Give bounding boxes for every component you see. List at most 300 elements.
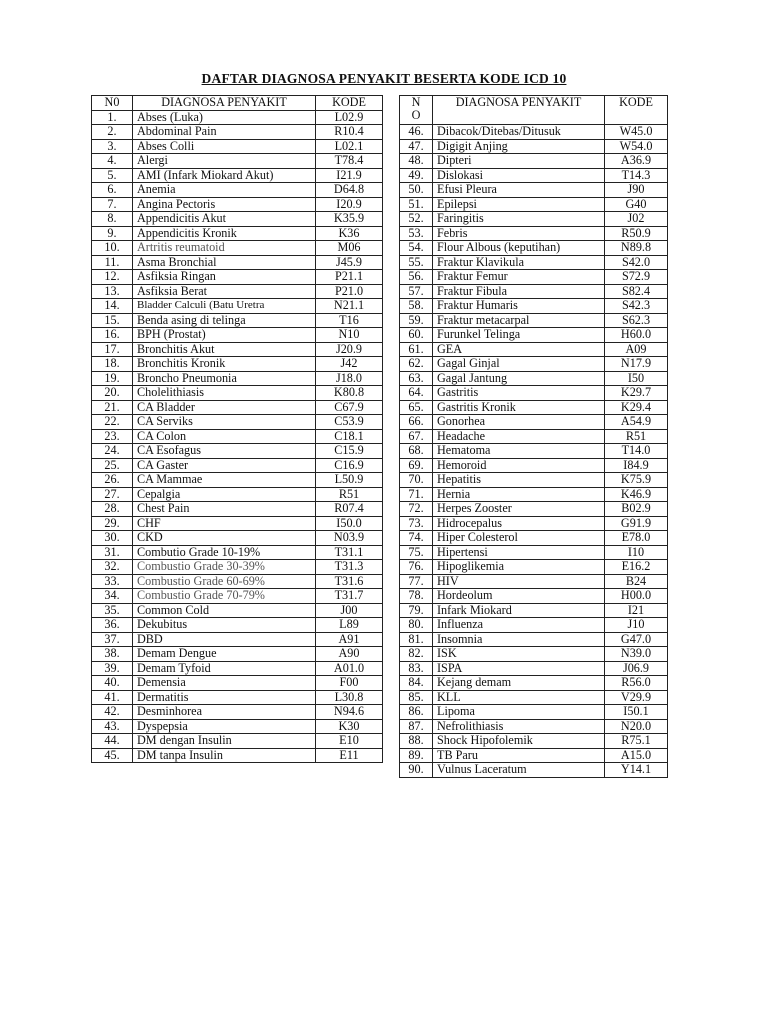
row-kode: S82.4: [605, 284, 668, 299]
row-number: 74.: [400, 531, 433, 546]
row-diagnosis: HIV: [433, 574, 605, 589]
row-diagnosis: Fraktur metacarpal: [433, 313, 605, 328]
row-kode: S42.0: [605, 255, 668, 270]
row-kode: P21.0: [316, 284, 383, 299]
row-number: 85.: [400, 690, 433, 705]
row-diagnosis: ISPA: [433, 661, 605, 676]
row-diagnosis: Faringitis: [433, 212, 605, 227]
row-diagnosis: Combustio Grade 30-39%: [133, 560, 316, 575]
header-diagnosa: DIAGNOSA PENYAKIT: [133, 96, 316, 111]
table-row: [92, 429, 383, 444]
row-number: 73.: [400, 516, 433, 531]
row-diagnosis: Nefrolithiasis: [433, 719, 605, 734]
row-diagnosis: Efusi Pleura: [433, 183, 605, 198]
row-kode: F00: [316, 676, 383, 691]
row-number: 10.: [92, 241, 133, 256]
row-diagnosis: Fraktur Fibula: [433, 284, 605, 299]
row-kode: K36: [316, 226, 383, 241]
table-row: [92, 676, 383, 691]
row-diagnosis: ISK: [433, 647, 605, 662]
row-number: 42.: [92, 705, 133, 720]
row-number: 52.: [400, 212, 433, 227]
row-kode: I20.9: [316, 197, 383, 212]
row-number: 40.: [92, 676, 133, 691]
row-diagnosis: Artritis reumatoid: [133, 241, 316, 256]
row-diagnosis: Alergi: [133, 154, 316, 169]
row-kode: N10: [316, 328, 383, 343]
row-diagnosis: Gagal Ginjal: [433, 357, 605, 372]
row-kode: N21.1: [316, 299, 383, 314]
row-kode: T31.3: [316, 560, 383, 575]
header-no: N0: [92, 96, 133, 111]
table-row: [92, 487, 383, 502]
row-diagnosis: DM tanpa Insulin: [133, 748, 316, 763]
row-number: 38.: [92, 647, 133, 662]
table-row: [92, 415, 383, 430]
row-diagnosis: TB Paru: [433, 748, 605, 763]
row-diagnosis: Bronchitis Akut: [133, 342, 316, 357]
row-kode: T31.1: [316, 545, 383, 560]
row-diagnosis: CA Colon: [133, 429, 316, 444]
row-number: 78.: [400, 589, 433, 604]
row-kode: T78.4: [316, 154, 383, 169]
row-diagnosis: CA Esofagus: [133, 444, 316, 459]
table-row: [92, 574, 383, 589]
row-kode: K29.4: [605, 400, 668, 415]
table-row: [400, 618, 668, 633]
row-kode: A90: [316, 647, 383, 662]
row-kode: K46.9: [605, 487, 668, 502]
row-number: 1.: [92, 110, 133, 125]
row-number: 53.: [400, 226, 433, 241]
table-row: [92, 139, 383, 154]
row-diagnosis: Dyspepsia: [133, 719, 316, 734]
row-kode: E10: [316, 734, 383, 749]
table-row: [400, 545, 668, 560]
row-diagnosis: Bronchitis Kronik: [133, 357, 316, 372]
table-row: [400, 560, 668, 575]
table-row: [400, 313, 668, 328]
row-diagnosis: Gagal Jantung: [433, 371, 605, 386]
row-kode: N03.9: [316, 531, 383, 546]
table-row: [92, 458, 383, 473]
table-row: [92, 357, 383, 372]
table-row: [92, 386, 383, 401]
row-number: 54.: [400, 241, 433, 256]
row-diagnosis: Asma Bronchial: [133, 255, 316, 270]
row-diagnosis: CA Bladder: [133, 400, 316, 415]
row-kode: T16: [316, 313, 383, 328]
table-row: [400, 473, 668, 488]
row-number: 83.: [400, 661, 433, 676]
row-diagnosis: Flour Albous (keputihan): [433, 241, 605, 256]
row-number: 9.: [92, 226, 133, 241]
table-header-row: [400, 96, 668, 125]
row-number: 37.: [92, 632, 133, 647]
row-kode: A91: [316, 632, 383, 647]
table-row: [400, 357, 668, 372]
diagnosis-table-left: [91, 95, 383, 763]
row-diagnosis: CKD: [133, 531, 316, 546]
row-number: 28.: [92, 502, 133, 517]
row-kode: S42.3: [605, 299, 668, 314]
row-diagnosis: Anemia: [133, 183, 316, 198]
row-number: 55.: [400, 255, 433, 270]
row-number: 90.: [400, 763, 433, 778]
row-kode: K35.9: [316, 212, 383, 227]
row-kode: K30: [316, 719, 383, 734]
header-no-text: N O: [411, 95, 421, 122]
row-number: 45.: [92, 748, 133, 763]
table-row: [92, 255, 383, 270]
row-number: 16.: [92, 328, 133, 343]
table-row: [400, 241, 668, 256]
table-row: [92, 690, 383, 705]
row-number: 44.: [92, 734, 133, 749]
table-row: [92, 226, 383, 241]
row-number: 62.: [400, 357, 433, 372]
row-diagnosis: CA Serviks: [133, 415, 316, 430]
row-kode: K80.8: [316, 386, 383, 401]
row-diagnosis: Hipertensi: [433, 545, 605, 560]
row-number: 88.: [400, 734, 433, 749]
table-row: [92, 270, 383, 285]
row-kode: K75.9: [605, 473, 668, 488]
row-kode: J90: [605, 183, 668, 198]
row-kode: H00.0: [605, 589, 668, 604]
table-row: [400, 270, 668, 285]
table-row: [92, 705, 383, 720]
row-diagnosis: Fraktur Humaris: [433, 299, 605, 314]
row-kode: N89.8: [605, 241, 668, 256]
table-row: [92, 661, 383, 676]
table-row: [400, 516, 668, 531]
row-number: 65.: [400, 400, 433, 415]
row-diagnosis: DBD: [133, 632, 316, 647]
row-number: 13.: [92, 284, 133, 299]
table-row: [400, 386, 668, 401]
table-row: [400, 690, 668, 705]
row-diagnosis: Gastritis Kronik: [433, 400, 605, 415]
row-number: 64.: [400, 386, 433, 401]
row-diagnosis: Kejang demam: [433, 676, 605, 691]
table-row: [400, 197, 668, 212]
row-diagnosis: Asfiksia Berat: [133, 284, 316, 299]
row-kode: R10.4: [316, 125, 383, 140]
row-number: 29.: [92, 516, 133, 531]
row-kode: A01.0: [316, 661, 383, 676]
table-row: [400, 632, 668, 647]
row-diagnosis: Hidrocepalus: [433, 516, 605, 531]
header-kode: KODE: [605, 96, 668, 125]
table-row: [400, 183, 668, 198]
row-kode: I21: [605, 603, 668, 618]
row-kode: J45.9: [316, 255, 383, 270]
table-row: [400, 661, 668, 676]
row-diagnosis: Vulnus Laceratum: [433, 763, 605, 778]
row-diagnosis: Febris: [433, 226, 605, 241]
row-number: 59.: [400, 313, 433, 328]
row-number: 20.: [92, 386, 133, 401]
row-kode: G47.0: [605, 632, 668, 647]
table-row: [400, 531, 668, 546]
row-number: 30.: [92, 531, 133, 546]
table-row: [400, 734, 668, 749]
row-number: 5.: [92, 168, 133, 183]
table-row: [400, 342, 668, 357]
row-kode: S72.9: [605, 270, 668, 285]
row-kode: L02.1: [316, 139, 383, 154]
row-kode: A36.9: [605, 154, 668, 169]
row-number: 17.: [92, 342, 133, 357]
row-kode: R56.0: [605, 676, 668, 691]
row-number: 43.: [92, 719, 133, 734]
row-number: 27.: [92, 487, 133, 502]
table-row: [92, 560, 383, 575]
row-number: 6.: [92, 183, 133, 198]
row-diagnosis: Abses Colli: [133, 139, 316, 154]
row-kode: E11: [316, 748, 383, 763]
row-diagnosis: Combustio Grade 60-69%: [133, 574, 316, 589]
table-row: [400, 487, 668, 502]
row-number: 89.: [400, 748, 433, 763]
row-number: 84.: [400, 676, 433, 691]
row-number: 4.: [92, 154, 133, 169]
table-row: [92, 241, 383, 256]
row-kode: I50.1: [605, 705, 668, 720]
row-diagnosis: DM dengan Insulin: [133, 734, 316, 749]
table-row: [92, 444, 383, 459]
table-row: [400, 603, 668, 618]
table-row: [400, 415, 668, 430]
row-diagnosis: KLL: [433, 690, 605, 705]
row-diagnosis: Herpes Zooster: [433, 502, 605, 517]
row-diagnosis: CA Gaster: [133, 458, 316, 473]
row-number: 36.: [92, 618, 133, 633]
row-kode: C67.9: [316, 400, 383, 415]
row-diagnosis: Hipoglikemia: [433, 560, 605, 575]
row-diagnosis: Headache: [433, 429, 605, 444]
table-row: [400, 212, 668, 227]
table-row: [92, 400, 383, 415]
row-kode: H60.0: [605, 328, 668, 343]
row-number: 81.: [400, 632, 433, 647]
row-diagnosis: AMI (Infark Miokard Akut): [133, 168, 316, 183]
row-number: 75.: [400, 545, 433, 560]
row-number: 50.: [400, 183, 433, 198]
row-kode: C15.9: [316, 444, 383, 459]
row-number: 7.: [92, 197, 133, 212]
row-number: 77.: [400, 574, 433, 589]
row-kode: N39.0: [605, 647, 668, 662]
row-diagnosis: Hematoma: [433, 444, 605, 459]
row-diagnosis: Insomnia: [433, 632, 605, 647]
row-kode: N94.6: [316, 705, 383, 720]
row-kode: E78.0: [605, 531, 668, 546]
row-number: 66.: [400, 415, 433, 430]
table-row: [400, 125, 668, 140]
row-kode: L02.9: [316, 110, 383, 125]
row-diagnosis: Chest Pain: [133, 502, 316, 517]
row-diagnosis: Fraktur Klavikula: [433, 255, 605, 270]
row-number: 63.: [400, 371, 433, 386]
row-diagnosis: Benda asing di telinga: [133, 313, 316, 328]
row-kode: B02.9: [605, 502, 668, 517]
row-kode: C18.1: [316, 429, 383, 444]
row-diagnosis: CHF: [133, 516, 316, 531]
row-diagnosis: Dermatitis: [133, 690, 316, 705]
row-diagnosis: Hernia: [433, 487, 605, 502]
row-number: 15.: [92, 313, 133, 328]
table-row: [92, 371, 383, 386]
table-row: [92, 734, 383, 749]
table-row: [400, 154, 668, 169]
row-diagnosis: Influenza: [433, 618, 605, 633]
row-diagnosis: Asfiksia Ringan: [133, 270, 316, 285]
table-row: [92, 719, 383, 734]
table-row: [400, 458, 668, 473]
table-row: [400, 328, 668, 343]
row-diagnosis: Hepatitis: [433, 473, 605, 488]
row-kode: R51: [316, 487, 383, 502]
row-number: 19.: [92, 371, 133, 386]
row-kode: I21.9: [316, 168, 383, 183]
row-diagnosis: Infark Miokard: [433, 603, 605, 618]
row-number: 47.: [400, 139, 433, 154]
row-number: 2.: [92, 125, 133, 140]
row-number: 22.: [92, 415, 133, 430]
table-row: [92, 110, 383, 125]
table-row: [400, 748, 668, 763]
table-row: [92, 545, 383, 560]
row-kode: I50.0: [316, 516, 383, 531]
row-kode: N17.9: [605, 357, 668, 372]
row-kode: T31.7: [316, 589, 383, 604]
row-kode: A15.0: [605, 748, 668, 763]
table-row: [92, 473, 383, 488]
row-diagnosis: Fraktur Femur: [433, 270, 605, 285]
row-kode: A09: [605, 342, 668, 357]
row-diagnosis: Abses (Luka): [133, 110, 316, 125]
row-number: 76.: [400, 560, 433, 575]
row-number: 61.: [400, 342, 433, 357]
row-kode: L30.8: [316, 690, 383, 705]
table-row: [400, 574, 668, 589]
table-row: [400, 139, 668, 154]
row-kode: J02: [605, 212, 668, 227]
row-diagnosis: BPH (Prostat): [133, 328, 316, 343]
row-diagnosis: Dislokasi: [433, 168, 605, 183]
row-kode: R50.9: [605, 226, 668, 241]
row-diagnosis: Furunkel Telinga: [433, 328, 605, 343]
row-diagnosis: Hordeolum: [433, 589, 605, 604]
row-number: 68.: [400, 444, 433, 459]
row-diagnosis: Combustio Grade 70-79%: [133, 589, 316, 604]
row-kode: W45.0: [605, 125, 668, 140]
row-number: 21.: [92, 400, 133, 415]
row-number: 82.: [400, 647, 433, 662]
row-number: 72.: [400, 502, 433, 517]
table-header-row: [92, 96, 383, 111]
table-row: [400, 589, 668, 604]
row-kode: G91.9: [605, 516, 668, 531]
row-diagnosis: Cholelithiasis: [133, 386, 316, 401]
row-number: 51.: [400, 197, 433, 212]
row-diagnosis: Gonorhea: [433, 415, 605, 430]
table-row: [400, 371, 668, 386]
row-diagnosis: Demam Tyfoid: [133, 661, 316, 676]
row-number: 70.: [400, 473, 433, 488]
table-row: [92, 183, 383, 198]
table-row: [400, 400, 668, 415]
row-number: 46.: [400, 125, 433, 140]
row-kode: M06: [316, 241, 383, 256]
table-row: [92, 647, 383, 662]
document-title: [0, 71, 768, 87]
row-diagnosis: Hemoroid: [433, 458, 605, 473]
table-row: [400, 284, 668, 299]
row-number: 71.: [400, 487, 433, 502]
row-kode: R75.1: [605, 734, 668, 749]
row-diagnosis: Digigit Anjing: [433, 139, 605, 154]
row-kode: P21.1: [316, 270, 383, 285]
row-number: 35.: [92, 603, 133, 618]
table-row: [92, 516, 383, 531]
table-row: [400, 168, 668, 183]
row-kode: J06.9: [605, 661, 668, 676]
row-number: 24.: [92, 444, 133, 459]
row-kode: S62.3: [605, 313, 668, 328]
row-number: 31.: [92, 545, 133, 560]
table-row: [92, 125, 383, 140]
row-kode: L50.9: [316, 473, 383, 488]
table-row: [92, 603, 383, 618]
row-kode: N20.0: [605, 719, 668, 734]
row-number: 60.: [400, 328, 433, 343]
row-kode: E16.2: [605, 560, 668, 575]
row-number: 12.: [92, 270, 133, 285]
row-number: 56.: [400, 270, 433, 285]
row-kode: I50: [605, 371, 668, 386]
row-diagnosis: Hiper Colesterol: [433, 531, 605, 546]
row-diagnosis: Cepalgia: [133, 487, 316, 502]
row-number: 25.: [92, 458, 133, 473]
row-number: 80.: [400, 618, 433, 633]
table-row: [400, 429, 668, 444]
table-row: [92, 299, 383, 314]
row-diagnosis: Angina Pectoris: [133, 197, 316, 212]
table-row: [92, 154, 383, 169]
document-title-text: DAFTAR DIAGNOSA PENYAKIT BESERTA KODE ICD 10: [201, 71, 567, 86]
row-diagnosis: Bladder Calculi (Batu Uretra: [133, 299, 316, 314]
table-row: [92, 589, 383, 604]
row-diagnosis: Lipoma: [433, 705, 605, 720]
row-kode: I10: [605, 545, 668, 560]
table-row: [92, 618, 383, 633]
table-row: [400, 647, 668, 662]
table-row: [92, 328, 383, 343]
table-row: [400, 444, 668, 459]
table-row: [92, 748, 383, 763]
row-diagnosis: GEA: [433, 342, 605, 357]
row-diagnosis: Epilepsi: [433, 197, 605, 212]
row-number: 34.: [92, 589, 133, 604]
table-row: [92, 502, 383, 517]
row-number: 49.: [400, 168, 433, 183]
row-kode: D64.8: [316, 183, 383, 198]
row-number: 67.: [400, 429, 433, 444]
row-kode: R07.4: [316, 502, 383, 517]
